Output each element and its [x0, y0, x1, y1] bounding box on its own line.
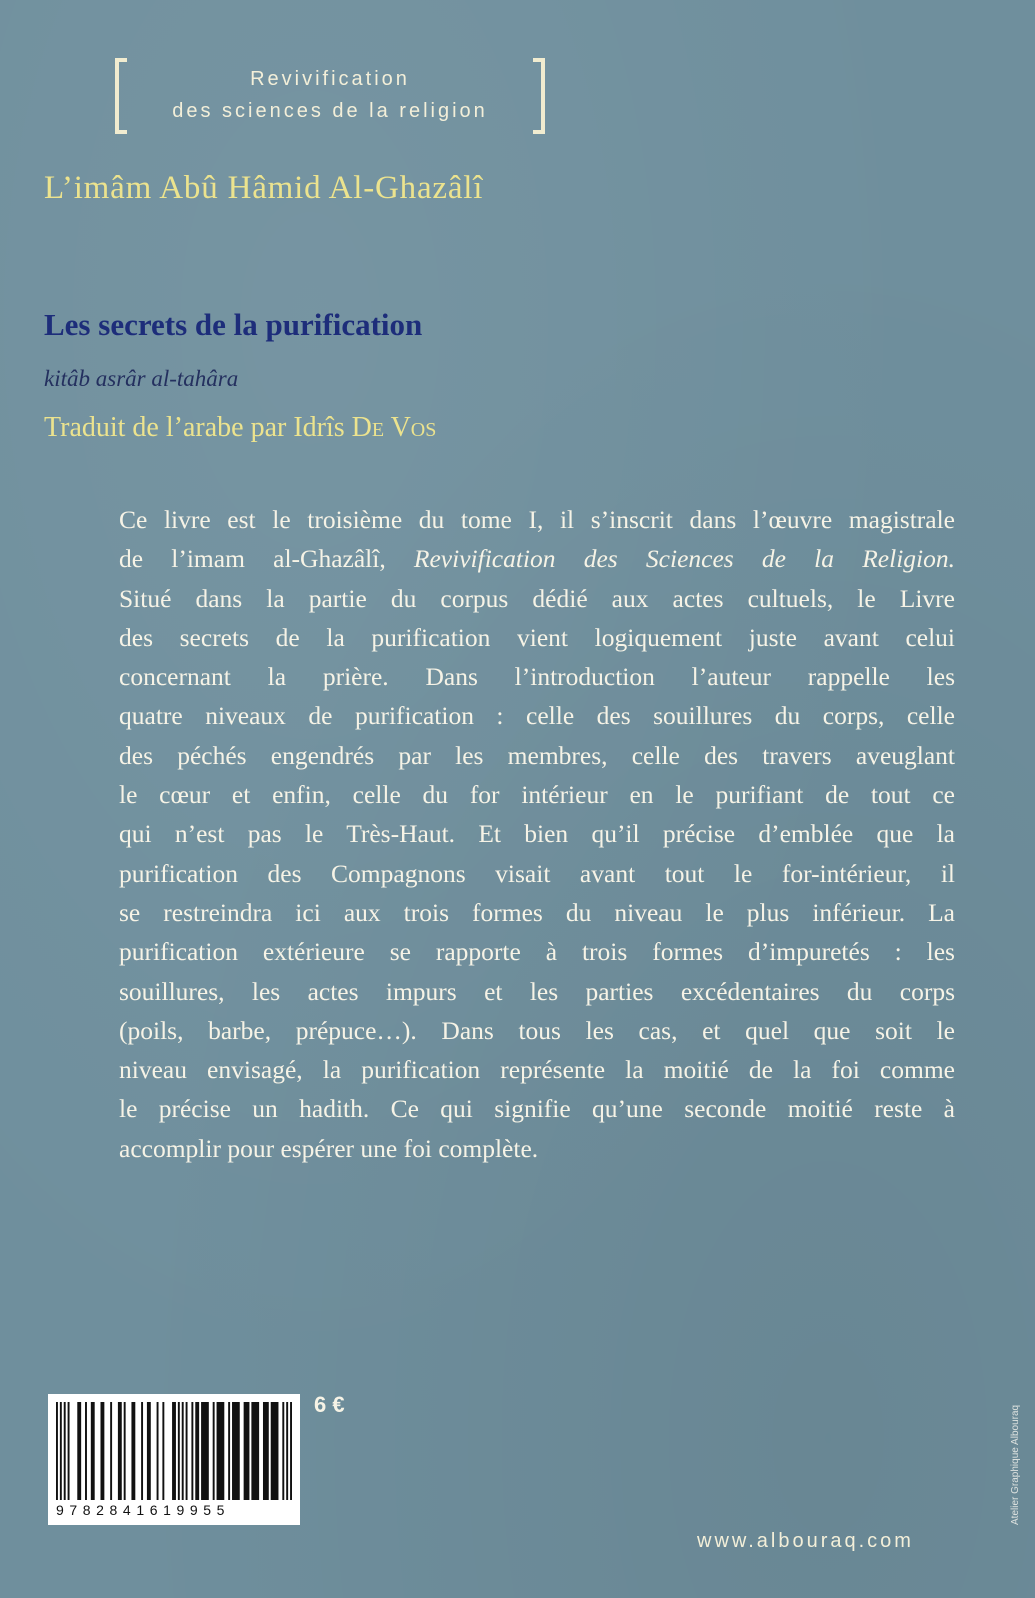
translator-credit	[44, 412, 436, 444]
barcode-bar	[172, 1402, 176, 1500]
barcode-bar	[244, 1402, 250, 1500]
barcode-bar	[182, 1402, 184, 1500]
barcode-bar	[217, 1402, 225, 1500]
description-line: des péchés engendrés par les membres, celle des travers aveuglant	[119, 740, 955, 770]
barcode-digits: 9782841619955	[56, 1502, 231, 1518]
description-line: se restreindra ici aux trois formes du niveau le plus inférieur. La	[119, 897, 955, 927]
barcode-bar	[91, 1402, 95, 1500]
description-line: accomplir pour espérer une foi complète.	[119, 1133, 539, 1163]
publisher-website: www.albouraq.com	[697, 1530, 914, 1552]
barcode-bar	[228, 1402, 230, 1500]
barcode-bar	[56, 1402, 58, 1500]
barcode-bar	[118, 1402, 122, 1500]
barcode-bar	[195, 1402, 199, 1500]
barcode-bar	[263, 1402, 269, 1500]
translator-surname: De Vos	[351, 412, 437, 443]
description-line: le précise un hadith. Ce qui signifie qu’une seconde moitié reste à	[119, 1094, 955, 1124]
description-line-start: de l’imam al-Ghazâlî,	[119, 544, 414, 574]
barcode-bar	[124, 1402, 126, 1500]
barcode-bar	[213, 1402, 215, 1500]
barcode-bar	[147, 1402, 151, 1500]
barcode-bar	[162, 1402, 164, 1500]
description-line: Ce livre est le troisième du tome I, il s’inscrit dans l’œuvre magistrale	[119, 505, 955, 534]
description-line: qui n’est pas le Très-Haut. Et bien qu’il précise d’emblée que la	[119, 819, 955, 849]
series-line-1: Revivification	[250, 68, 410, 90]
barcode-bar	[157, 1402, 159, 1500]
barcode-bar	[77, 1402, 81, 1500]
barcode-bar	[191, 1402, 193, 1500]
design-credit: Atelier Graphique Albouraq	[1010, 1404, 1021, 1525]
book-subtitle: kitâb asrâr al-tahâra	[44, 366, 239, 391]
barcode-bar	[60, 1402, 62, 1500]
description-line	[119, 539, 955, 578]
barcode-bar	[282, 1402, 284, 1500]
barcode-bar	[286, 1402, 288, 1500]
description-line: purification extérieure se rapporte à trois formes d’impuretés : les	[119, 937, 955, 967]
barcode-bar	[251, 1402, 259, 1500]
barcode-bar	[85, 1402, 87, 1500]
barcode-bar	[290, 1402, 292, 1500]
barcode-bar	[201, 1402, 209, 1500]
description-line: purification des Compagnons visait avant tout le for-intérieur, il	[119, 858, 955, 888]
isbn-barcode	[48, 1394, 300, 1525]
barcode-bar	[178, 1402, 180, 1500]
description-line: (poils, barbe, prépuce…). Dans tous les cas, et quel que soit le	[119, 1015, 955, 1045]
description-line: Situé dans la partie du corpus dédié aux actes cultuels, le Livre	[119, 583, 955, 613]
description-line: concernant la prière. Dans l’introduction l’auteur rappelle les	[119, 662, 955, 692]
book-title: Les secrets de la purification	[44, 307, 423, 342]
description-line: des secrets de la purification vient logiquement juste avant celui	[119, 622, 955, 652]
barcode-bar	[64, 1402, 66, 1500]
series-label	[115, 58, 545, 140]
price-label: 6 €	[314, 1392, 345, 1417]
work-title-italic: Revivification des Sciences de la Religion.	[413, 544, 955, 574]
description-line: niveau envisagé, la purification représente la moitié de la foi comme	[119, 1055, 955, 1085]
barcode-bar	[141, 1402, 143, 1500]
series-line-2: des sciences de la religion	[172, 100, 488, 122]
barcode-bar	[271, 1402, 279, 1500]
author-name: L’imâm Abû Hâmid Al-Ghazâlî	[44, 170, 484, 206]
description-text	[119, 500, 955, 1168]
barcode-bar	[232, 1402, 240, 1500]
barcode-bar	[100, 1402, 104, 1500]
barcode-bar	[131, 1402, 135, 1500]
barcode-bar	[186, 1402, 188, 1500]
description-line: souillures, les actes impurs et les parties excédentaires du corps	[119, 976, 955, 1006]
translator-prefix: Traduit de l’arabe par Idrîs	[44, 412, 352, 443]
right-bracket-icon	[533, 58, 545, 134]
barcode-bar	[110, 1402, 112, 1500]
description-line: le cœur et enfin, celle du for intérieur en le purifiant de tout ce	[119, 780, 955, 810]
description-line: quatre niveaux de purification : celle des souillures du corps, celle	[119, 701, 955, 731]
barcode-bar	[68, 1402, 70, 1500]
